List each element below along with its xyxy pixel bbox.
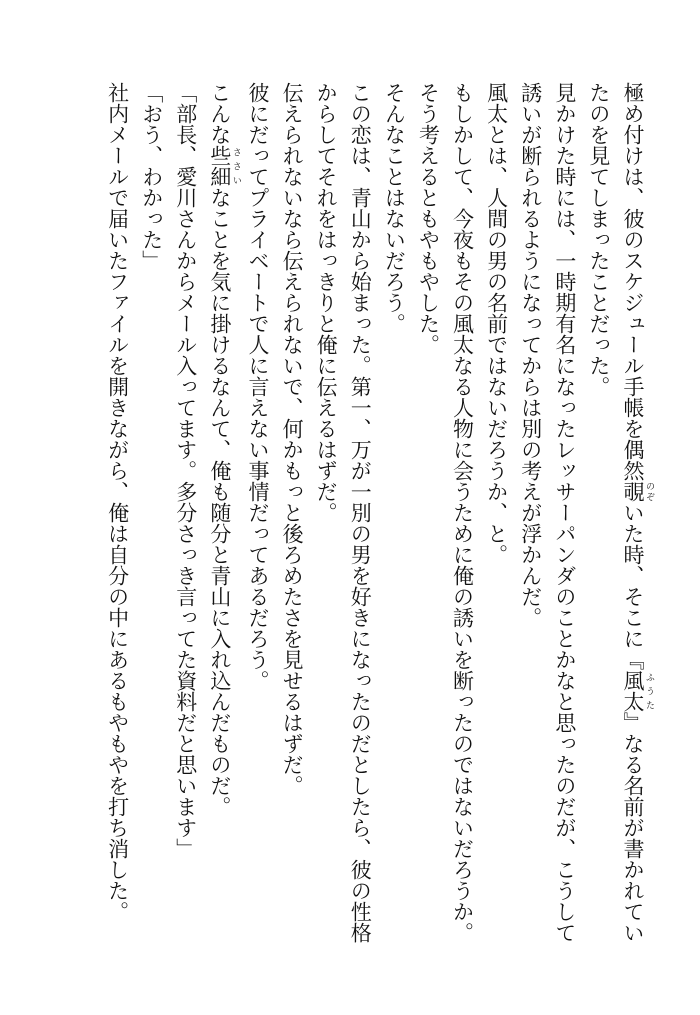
text-line-15: 「おう、わかった」 [139,82,164,271]
line-13-part-b: なことを気に掛けるなんて、俺も随分と青山に入れ込んだものだ。 [207,187,232,817]
line-1-part-b: いた時、そこに『 [621,502,645,670]
ruby-base: 覗 [621,481,645,502]
text-line-12: 彼にだってプライベートで人に言えない事情だってあるだろう。 [245,82,270,691]
text-line-7: そう考えるともやもやした。 [416,82,441,355]
vertical-text-body [101,82,655,992]
text-line-8: そんなことはないだろう。 [382,82,407,334]
text-line-4: 誘いが断られるようになってからは別の考えが浮かんだ。 [518,82,543,628]
ruby-nozo [621,481,654,502]
text-line-3: 見かけた時には、一時期有名になったレッサーパンダのことかなと思ったのだが、こうして [552,82,577,943]
ruby-sasai [207,145,241,187]
line-13-part-a: こんな [207,82,232,145]
ruby-reading: ふうた [644,670,654,712]
text-line-13 [203,82,241,992]
ruby-futa [621,670,654,712]
text-line-1 [616,82,654,992]
line-1-part-c: 』なる名前が書かれてい [621,712,645,943]
line-1-part-a: 極め付けは、彼のスケジュール手帳を偶然 [621,82,645,481]
text-line-14: 「部長、愛川さんからメール入ってます。多分さっき言ってた資料だと思います」 [173,82,198,859]
text-line-2: たのを見てしまったことだった。 [586,82,611,397]
text-line-6: もしかして、今夜もその風太なる人物に会うために俺の誘いを断ったのではないだろうか。 [450,82,475,943]
text-line-5: 風太とは、人間の男の名前ではないだろうか、と。 [484,82,509,565]
ruby-reading: のぞ [644,481,654,502]
text-line-9: この恋は、青山から始まった。第一、万が一別の男を好きになったのだとしたら、彼の性格 [348,82,373,943]
text-line-11: 伝えられないなら伝えられないで、何かもっと後ろめたさを見せるはずだ。 [280,82,305,796]
text-line-16: 社内メールで届いたファイルを開きながら、俺は自分の中にあるもやもやを打ち消した。 [105,82,130,922]
ruby-base: 風太 [621,670,645,712]
ruby-base: 些細 [207,145,232,187]
ruby-reading: ささい [230,145,241,187]
text-line-10: からしてそれをはっきりと俺に伝えるはずだ。 [314,82,339,523]
